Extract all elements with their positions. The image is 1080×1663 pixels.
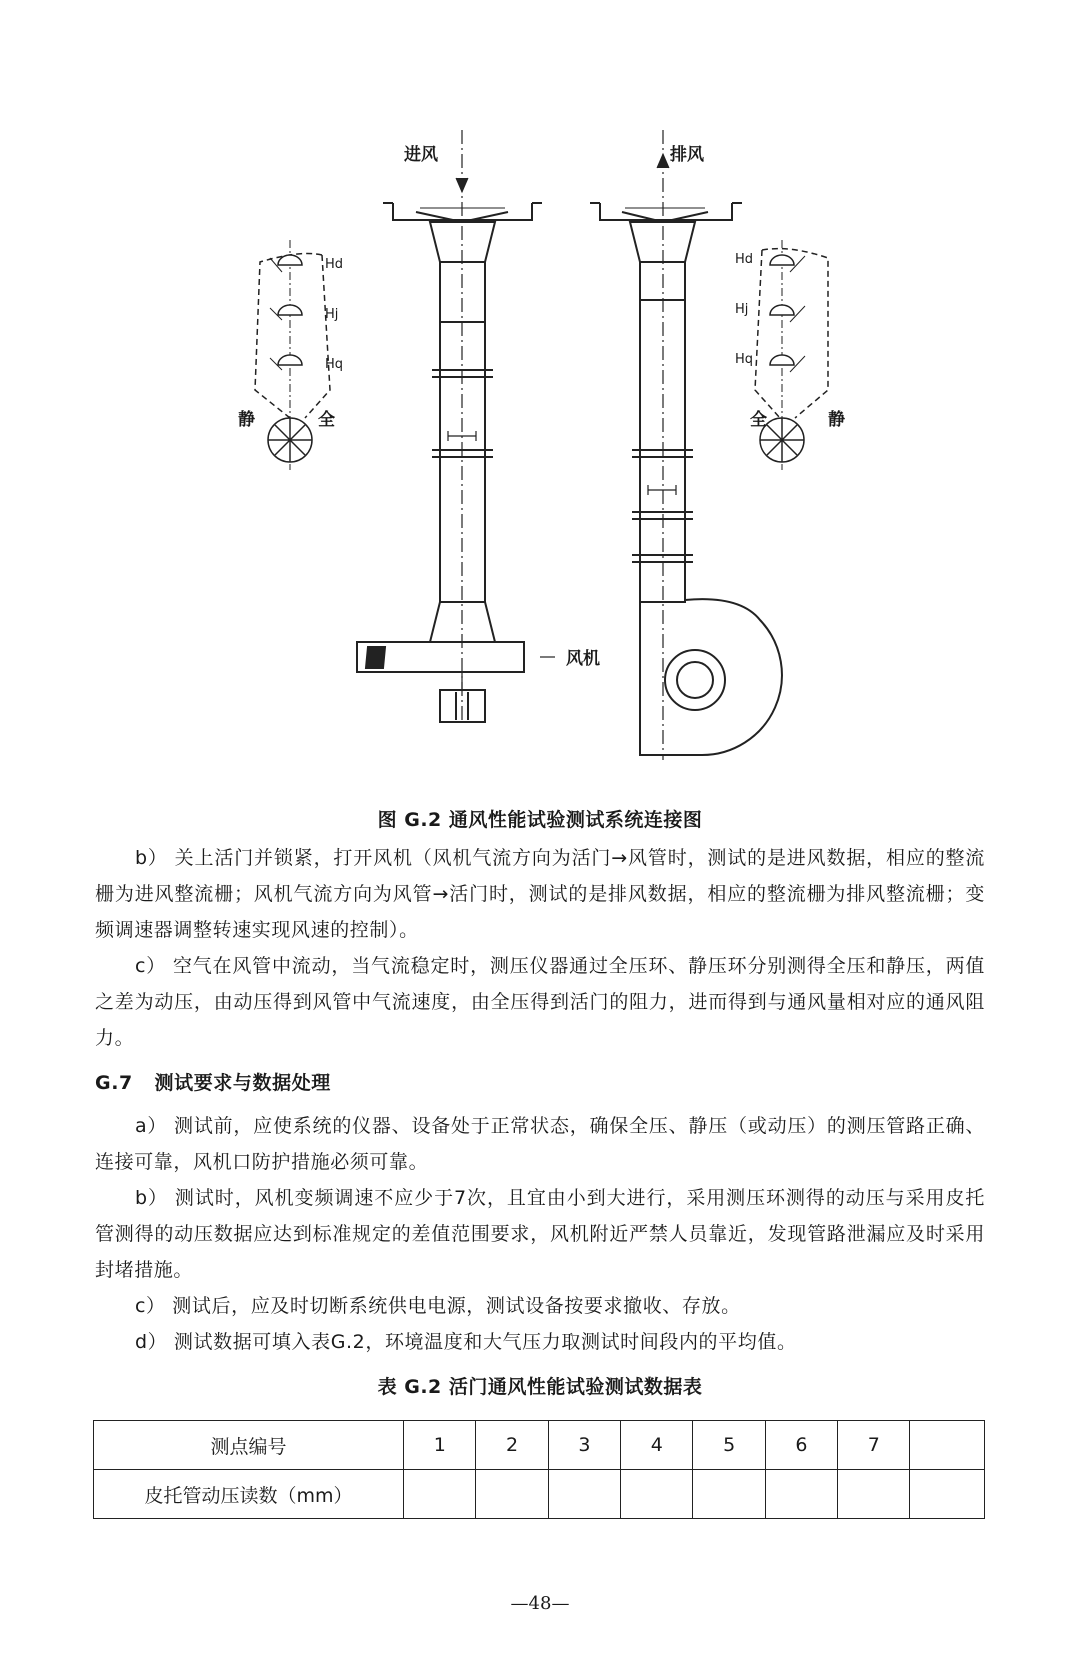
requirement-d: [95, 1324, 985, 1360]
right-pressure-gauge: [755, 240, 828, 470]
table-caption: 表 G.2 活门通风性能试验测试数据表: [377, 1376, 703, 1398]
right-hq-label: Hq: [735, 352, 754, 367]
column-header: 5: [693, 1421, 765, 1470]
right-hj-label: Hj: [735, 302, 749, 317]
table-cell: [693, 1470, 765, 1519]
row-header-point-number: 测点编号: [94, 1421, 404, 1470]
figure-caption: 图 G.2 通风性能试验测试系统连接图: [377, 809, 703, 831]
paragraph-c-label: c）: [135, 955, 167, 977]
column-header: 1: [404, 1421, 476, 1470]
section-number: G.7: [95, 1072, 133, 1094]
row-header-pitot-reading: 皮托管动压读数（mm）: [94, 1470, 404, 1519]
left-total-label: 全: [318, 410, 335, 430]
outlet-label: 排风: [670, 145, 704, 165]
right-total-label: 全: [750, 410, 767, 430]
left-hj-label: Hj: [325, 307, 339, 322]
table-cell: [838, 1470, 910, 1519]
table-cell: [404, 1470, 476, 1519]
requirement-d-label: d）: [135, 1331, 168, 1353]
requirement-b-text: 测试时，风机变频调速不应少于7次，且宜由小到大进行，采用测压环测得的动压与采用皮托管测得的动压数据应达到标准规定的差值范围要求，风机附近严禁人员靠近，发现管路泄漏应及时采用封堵措施。: [95, 1187, 985, 1281]
section-title: 测试要求与数据处理: [154, 1072, 331, 1094]
column-header: 3: [548, 1421, 620, 1470]
paragraph-c-text: 空气在风管中流动，当气流稳定时，测压仪器通过全压环、静压环分别测得全压和静压，两值之差为动压，由动压得到风管中气流速度，由全压得到活门的阻力，进而得到与通风量相对应的通风阻力。: [95, 955, 985, 1049]
requirement-b-label: b）: [135, 1187, 168, 1209]
table-cell: [910, 1470, 985, 1519]
paragraph-b: [95, 840, 985, 948]
right-hd-label: Hd: [735, 252, 754, 267]
table-cell: [548, 1470, 620, 1519]
column-header: 4: [621, 1421, 693, 1470]
table-row: [94, 1421, 985, 1470]
left-pressure-gauge: [255, 240, 330, 470]
table-cell: [621, 1470, 693, 1519]
requirement-c-text: 测试后，应及时切断系统供电电源，测试设备按要求撤收、存放。: [172, 1295, 741, 1317]
requirement-b: [95, 1180, 985, 1288]
table-cell: [476, 1470, 548, 1519]
requirement-d-text: 测试数据可填入表G.2，环境温度和大气压力取测试时间段内的平均值。: [173, 1331, 797, 1353]
section-heading: [95, 1068, 331, 1095]
paragraph-b-label: b）: [135, 847, 168, 869]
requirement-c-label: c）: [135, 1295, 166, 1317]
paragraph-b-text: 关上活门并锁紧，打开风机（风机气流方向为活门→风管时，测试的是进风数据，相应的整流栅为进风整流栅；风机气流方向为风管→活门时，测试的是排风数据，相应的整流栅为排风整流栅；变频调速器调整转速实现风速的控制）。: [95, 847, 986, 941]
left-duct-assembly: [357, 130, 555, 722]
page-number: —48—: [510, 1593, 570, 1614]
table-cell: [765, 1470, 837, 1519]
requirement-c: [95, 1288, 985, 1324]
requirement-a: [95, 1108, 985, 1180]
table-row: [94, 1470, 985, 1519]
left-hq-label: Hq: [325, 357, 344, 372]
left-static-label: 静: [238, 410, 255, 430]
system-connection-diagram: [0, 0, 1080, 790]
fan-label: 风机: [566, 649, 600, 669]
left-hd-label: Hd: [325, 257, 344, 272]
requirement-a-text: 测试前，应使系统的仪器、设备处于正常状态，确保全压、静压（或动压）的测压管路正确、连接可靠，风机口防护措施必须可靠。: [95, 1115, 986, 1173]
column-header: [910, 1421, 985, 1470]
test-data-table: [93, 1420, 985, 1519]
column-header: 6: [765, 1421, 837, 1470]
paragraph-c: [95, 948, 985, 1056]
right-static-label: 静: [828, 410, 845, 430]
column-header: 2: [476, 1421, 548, 1470]
requirement-a-label: a）: [135, 1115, 168, 1137]
inlet-label: 进风: [404, 145, 438, 165]
column-header: 7: [838, 1421, 910, 1470]
right-duct-assembly: [590, 130, 782, 760]
